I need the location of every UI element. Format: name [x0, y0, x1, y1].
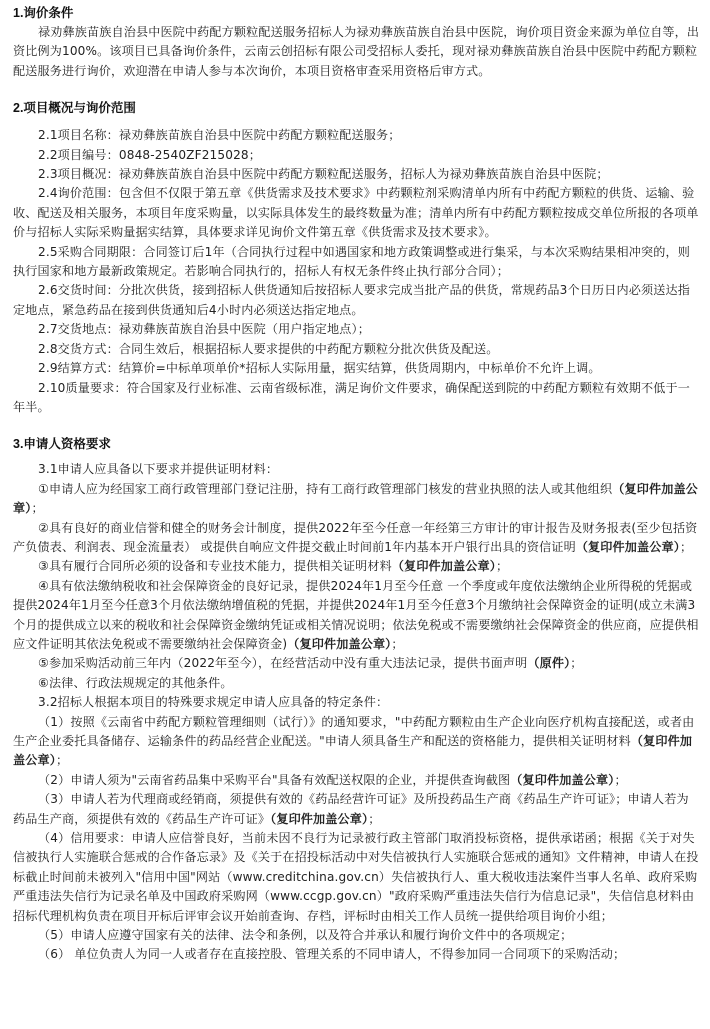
requirement-tail: ； — [495, 559, 509, 574]
section-2-item: 2.9结算方式：结算价=中标单项单价*招标人实际用量，据实结算，供货周期内，中标单价不允许上调。 — [38, 361, 601, 376]
requirement-item — [13, 654, 700, 673]
special-requirement-item — [13, 829, 700, 926]
section-3-1-intro: 3.1申请人应具备以下要求并提供证明材料： — [38, 462, 279, 477]
requirement-emphasis: （复印件加盖公章） — [13, 734, 693, 768]
section-2-item: 2.1项目名称：禄劝彝族苗族自治县中医院中药配方颗粒配送服务； — [38, 128, 401, 143]
requirement-emphasis: （复印件加盖公章） — [270, 811, 369, 826]
requirement-item — [13, 519, 700, 558]
section-1-paragraph: 禄劝彝族苗族自治县中医院中药配方颗粒配送服务招标人为禄劝彝族苗族自治县中医院，询价项目资金来源为单位自等，出资比例为100%。该项目已具备询价条件，云南云创招标有限公司受招标人委托，现对禄劝彝族苗族自治县中医院中药配方颗粒配送服务进行询价，欢迎潜在申请人参与本次询价，本项目资格审查采用资格后审方式。 — [13, 25, 700, 78]
requirement-tail: ； — [31, 501, 44, 516]
requirement-emphasis: （复印件加盖公章） — [510, 772, 615, 787]
requirement-text: ⑥法律、行政法规规定的其他条件。 — [38, 675, 233, 690]
special-requirement-item — [13, 713, 700, 771]
requirement-text: （4）信用要求：申请人应信誉良好，当前未因不良行为记录被行政主管部门取消投标资格，提供承诺函；根据《关于对失信被执行人实施联合惩戒的合作备忘录》及《关于在招投标活动中对失信被执行人实施联合惩戒的通知》文件精神，申请人在投标截止时间前未被列入"信用中国"网站（www.creditchina.gov.cn）失信被执行人、重大税收违法案件当事人名单、政府采购严重违法失信行为记录名单及中国政府采购网（www.ccgp.gov.cn）"政府采购严重违法失信行为信息记录"，失信信息材料由招标代理机构负责在项目开标后评审会议开始前查询、存档，评标时由相关工作人员统一提供给项目询价小组； — [13, 831, 699, 923]
requirement-text: ②具有良好的商业信誉和健全的财务会计制度，提供2022年至今任意一年经第三方审计的审计报告及财务报表(至少包括资产负债表、利润表、现金流量表） 或提供自响应文件提交截止时间前1年内基本开户银行出具的资信证明 — [13, 520, 698, 554]
requirement-emphasis: （复印件加盖公章） — [13, 481, 698, 516]
requirement-tail: ； — [570, 656, 583, 671]
requirement-text: ⑤参加采购活动前三年内（2022年至今），在经营活动中没有重大违法记录，提供书面声明 — [38, 656, 528, 671]
requirement-tail: ； — [614, 772, 627, 787]
requirement-text: （5）申请人应遵守国家有关的法律、法令和条例，以及符合并承认和履行询价文件中的各项规定； — [38, 928, 573, 943]
section-1-heading: 1.询价条件 — [13, 6, 74, 20]
section-2-item: 2.4询价范围：包含但不仅限于第五章《供货需求及技术要求》中药颗粒剂采购清单内所有中药配方颗粒的供货、运输、验收、配送及相关服务，本项目年度采购量，以实际具体发生的最终数量为准；清单内所有中药配方颗粒按成交单位所报的各项单价与招标人实际采购量据实结算，具体要求详见询价文件第五章《供货需求及技术要求》。 — [13, 186, 699, 240]
special-requirement-item — [13, 926, 700, 945]
requirement-emphasis: （复印件加盖公章） — [287, 636, 392, 651]
section-3-2-intro: 3.2招标人根据本项目的特殊要求规定申请人应具备的特定条件： — [38, 695, 389, 710]
requirement-text: ④具有依法缴纳税收和社会保障资金的良好记录，提供2024年1月至今任意 一个季度或年度依法缴纳企业所得税的凭据或提供2024年1月至今任意3个月依法缴纳增值税的凭据，并提供2024年1月至今任意3个月缴纳社会保障资金的证明(成立未满3个月的提供成立以来的税收和社会保障资金缴纳凭证或相关情况说明；依法免税或不需要缴纳社会保障资金的供应商，应提供相应文件证明其依法免税或不需要缴纳社会保障资金) — [13, 578, 699, 651]
requirement-item — [13, 557, 700, 576]
requirement-item — [13, 480, 700, 519]
requirement-emphasis: （原件） — [527, 656, 571, 671]
section-3-heading: 3.申请人资格要求 — [13, 437, 111, 452]
requirement-emphasis: （复印件加盖公章） — [391, 559, 496, 574]
requirement-tail: ； — [55, 753, 69, 768]
special-requirement-item — [13, 945, 700, 964]
section-2-list — [13, 126, 700, 417]
section-2-item: 2.8交货方式：合同生效后，根据招标人要求提供的中药配方颗粒分批次供货及配送。 — [38, 341, 499, 356]
requirement-text: ③具有履行合同所必须的设备和专业技术能力，提供相关证明材料 — [38, 559, 392, 574]
section-2-heading: 2.项目概况与询价范围 — [13, 101, 136, 116]
section-2-item: 2.2项目编号：0848-2540ZF215028； — [38, 147, 262, 162]
requirement-emphasis: （复印件加盖公章） — [575, 539, 680, 554]
requirement-item — [13, 577, 700, 655]
requirement-tail: ； — [368, 811, 381, 826]
section-2-item: 2.7交货地点：禄劝彝族苗族自治县中医院（用户指定地点）； — [38, 322, 370, 337]
requirement-tail: ； — [679, 539, 693, 554]
requirement-text: ①申请人应为经国家工商行政管理部门登记注册，持有工商行政管理部门核发的营业执照的法人或其他组织 — [38, 481, 613, 496]
section-2-item: 2.5采购合同期限：合同签订后1年（合同执行过程中如遇国家和地方政策调整或进行集采，与本次采购结果相冲突的，则执行国家和地方最新政策规定。若影响合同执行的，招标人有权无条件终止执行部分合同）； — [13, 244, 690, 279]
special-requirement-item — [13, 771, 700, 790]
requirement-text: （2）申请人须为"云南省药品集中采购平台"具备有效配送权限的企业，并提供查询截图 — [38, 772, 511, 787]
requirement-item — [13, 674, 700, 693]
section-2-item: 2.3项目概况：禄劝彝族苗族自治县中医院中药配方颗粒配送服务，招标人为禄劝彝族苗族自治县中医院； — [38, 167, 609, 182]
requirement-text: （6） 单位负责人为同一人或者存在直接控股、管理关系的不同申请人，不得参加同一合同项下的采购活动； — [38, 947, 626, 962]
section-2-item: 2.10质量要求：符合国家及行业标准、云南省级标准，满足询价文件要求，确保配送到院的中药配方颗粒有效期不低于一年半。 — [13, 380, 690, 414]
special-requirement-item — [13, 790, 700, 829]
requirement-text: （3）申请人若为代理商或经销商，须提供有效的《药品经营许可证》及所投药品生产商《药品生产许可证》；申请人若为药品生产商，须提供有效的《药品生产许可证》 — [13, 792, 689, 826]
section-2-item: 2.6交货时间：分批次供货，接到招标人供货通知后按招标人要求完成当批产品的供货，常规药品3个日历日内必须送达指定地点，紧急药品在接到供货通知后4小时内必须送达指定地点。 — [13, 283, 690, 317]
requirement-tail: ； — [391, 636, 404, 651]
requirement-text: （1）按照《云南省中药配方颗粒管理细则（试行）》的通知要求，"中药配方颗粒由生产企业向医疗机构直接配送，或者由生产企业委托具备储存、运输条件的药品经营企业配送。"申请人须具备生产和配送的资格能力，提供相关证明材料 — [13, 714, 695, 748]
